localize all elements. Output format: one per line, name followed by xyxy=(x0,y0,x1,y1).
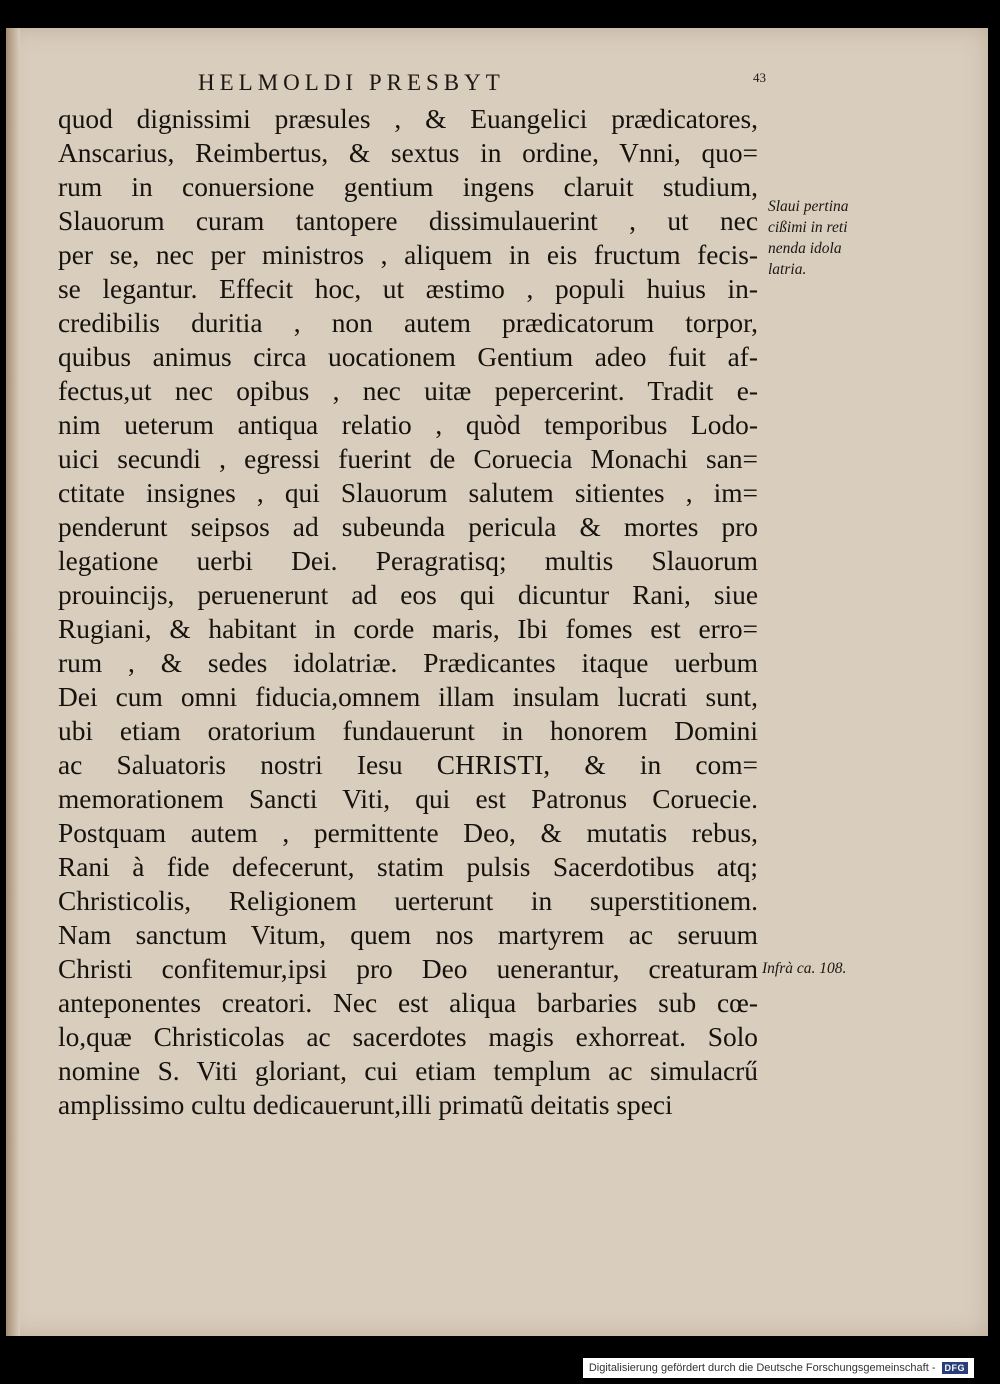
running-title: HELMOLDI PRESBYT xyxy=(198,70,505,95)
funding-credit: Digitalisierung gefördert durch die Deutsche Forschungsgemeinschaft - xyxy=(588,1362,936,1374)
margin-note-infra xyxy=(762,958,846,979)
text-line: nim ueterum antiqua relatio , quòd temporibus Lodo- xyxy=(58,410,758,440)
text-line: Christi confitemur,ipsi pro Deo uenerantur, creaturam xyxy=(58,954,758,984)
digitization-footer xyxy=(583,1358,974,1378)
running-header xyxy=(198,70,766,96)
text-line: Anscarius, Reimbertus, & sextus in ordine, Vnni, quo= xyxy=(58,138,758,168)
text-line: quibus animus circa uocationem Gentium adeo fuit af- xyxy=(58,342,758,372)
text-line: memorationem Sancti Viti, qui est Patronus Coruecie. xyxy=(58,784,758,814)
text-line: per se, nec per ministros , aliquem in eis fructum fecis- xyxy=(58,240,758,270)
text-line: ubi etiam oratorium fundauerunt in honorem Domini xyxy=(58,716,758,746)
text-line: legatione uerbi Dei. Peragratisq; multis Slauorum xyxy=(58,546,758,576)
text-line: Rugiani, & habitant in corde maris, Ibi fomes est erro= xyxy=(58,614,758,644)
margin-note-slaui xyxy=(768,196,849,280)
text-line: Rani à fide defecerunt, statim pulsis Sacerdotibus atq; xyxy=(58,852,758,882)
text-line: quod dignissimi præsules , & Euangelici prædicatores, xyxy=(58,104,758,134)
text-line: Postquam autem , permittente Deo, & mutatis rebus, xyxy=(58,818,758,848)
text-line: lo,quæ Christicolas ac sacerdotes magis exhorreat. Solo xyxy=(58,1022,758,1052)
text-line: penderunt seipsos ad subeunda pericula & mortes pro xyxy=(58,512,758,542)
text-line: nomine S. Viti gloriant, cui etiam templum ac simulacrű xyxy=(58,1056,758,1086)
text-line: rum in conuersione gentium ingens claruit studium, xyxy=(58,172,758,202)
margin-note-line: nenda idola xyxy=(768,240,842,257)
text-line: Slauorum curam tantopere dissimulauerint , ut nec xyxy=(58,206,758,236)
text-line: fectus,ut nec opibus , nec uitæ pepercerint. Tradit e- xyxy=(58,376,758,406)
margin-note-line: latria. xyxy=(768,261,807,278)
text-line: Christicolis, Religionem uerterunt in superstitionem. xyxy=(58,886,758,916)
text-line: ctitate insignes , qui Slauorum salutem sitientes , im= xyxy=(58,478,758,508)
text-line: credibilis duritia , non autem prædicatorum torpor, xyxy=(58,308,758,338)
page-gutter xyxy=(6,28,20,1336)
book-page xyxy=(6,28,988,1336)
text-line: Dei cum omni fiducia,omnem illam insulam lucrati sunt, xyxy=(58,682,758,712)
text-line: uici secundi , egressi fuerint de Coruecia Monachi san= xyxy=(58,444,758,474)
dfg-logo: DFG xyxy=(942,1362,969,1374)
text-line: prouincijs, peruenerunt ad eos qui dicuntur Rani, siue xyxy=(58,580,758,610)
folio-number: 43 xyxy=(753,70,766,85)
text-line: rum , & sedes idolatriæ. Prædicantes itaque uerbum xyxy=(58,648,758,678)
margin-note-line: Infrà ca. 108. xyxy=(762,960,847,977)
text-line: ac Saluatoris nostri Iesu CHRISTI, & in com= xyxy=(58,750,758,780)
text-line: anteponentes creatori. Nec est aliqua barbaries sub cœ- xyxy=(58,988,758,1018)
margin-note-line: cißimi in reti xyxy=(768,219,848,236)
body-text xyxy=(58,102,758,1122)
text-line: Nam sanctum Vitum, quem nos martyrem ac seruum xyxy=(58,920,758,950)
text-line: amplissimo cultu dedicauerunt,illi primatũ deitatis speci xyxy=(58,1090,673,1120)
text-line: se legantur. Effecit hoc, ut æstimo , populi huius in- xyxy=(58,274,758,304)
margin-note-line: Slaui pertina xyxy=(768,198,849,215)
